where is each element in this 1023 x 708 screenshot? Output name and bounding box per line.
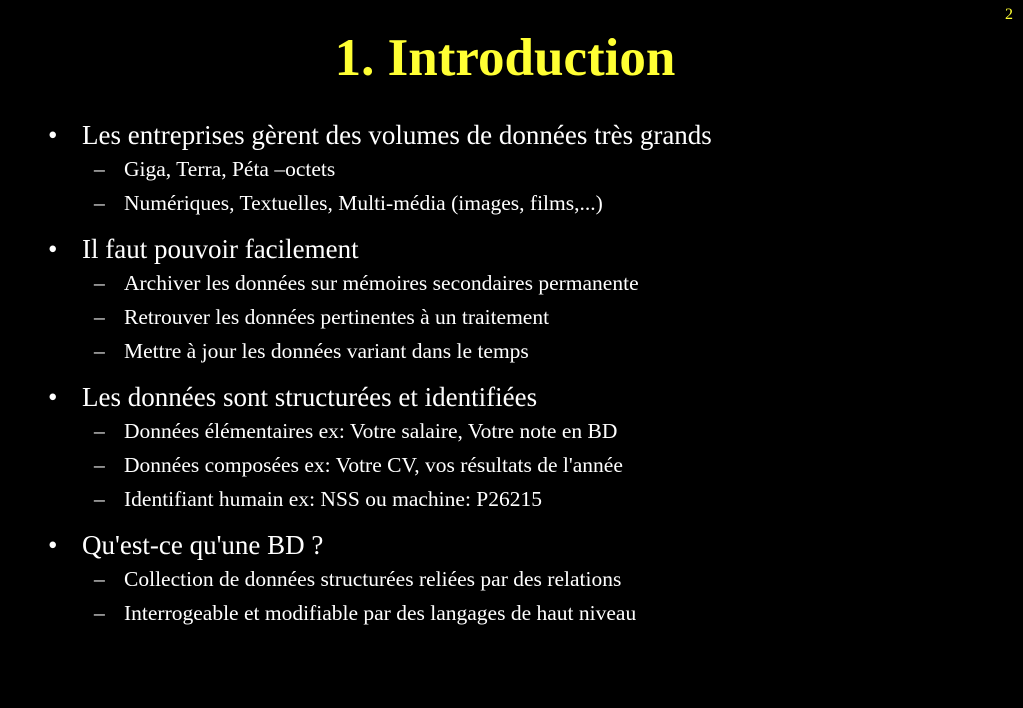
sub-bullet-text: Archiver les données sur mémoires secondaires permanente: [124, 271, 639, 295]
bullet-marker: •: [48, 530, 58, 560]
sub-bullet-item: [48, 562, 1008, 596]
bullet-list: [48, 118, 1008, 642]
sub-bullet-text: Données composées ex: Votre CV, vos résultats de l'année: [124, 453, 623, 477]
sub-bullet-item: [48, 300, 1008, 334]
sub-bullet-marker: –: [94, 567, 105, 591]
sub-bullet-marker: –: [94, 271, 105, 295]
sub-bullet-item: [48, 482, 1008, 516]
sub-bullet-item: [48, 334, 1008, 368]
sub-bullet-text: Numériques, Textuelles, Multi-média (images, films,...): [124, 191, 603, 215]
sub-bullet-text: Données élémentaires ex: Votre salaire, Votre note en BD: [124, 419, 618, 443]
sub-bullet-item: [48, 448, 1008, 482]
sub-bullet-text: Collection de données structurées reliées par des relations: [124, 567, 622, 591]
sub-bullet-marker: –: [94, 419, 105, 443]
bullet-text: Il faut pouvoir facilement: [82, 234, 359, 264]
bullet-item: [48, 232, 1008, 368]
sub-bullet-item: [48, 186, 1008, 220]
sub-bullet-marker: –: [94, 305, 105, 329]
sub-bullet-item: [48, 152, 1008, 186]
bullet-text: Les entreprises gèrent des volumes de données très grands: [82, 120, 712, 150]
bullet-text: Qu'est-ce qu'une BD ?: [82, 530, 324, 560]
bullet-text: Les données sont structurées et identifiées: [82, 382, 538, 412]
sub-bullet-marker: –: [94, 487, 105, 511]
sub-bullet-marker: –: [94, 601, 105, 625]
slide-title: 1. Introduction: [334, 29, 676, 87]
sub-bullet-marker: –: [94, 339, 105, 363]
sub-bullet-marker: –: [94, 453, 105, 477]
bullet-marker: •: [48, 382, 58, 412]
sub-bullet-text: Giga, Terra, Péta –octets: [124, 157, 336, 181]
sub-bullet-item: [48, 414, 1008, 448]
sub-bullet-item: [48, 266, 1008, 300]
sub-bullet-text: Retrouver les données pertinentes à un traitement: [124, 305, 550, 329]
sub-bullet-text: Interrogeable et modifiable par des langages de haut niveau: [124, 601, 637, 625]
bullet-item: [48, 528, 1008, 630]
page-number: 2: [1005, 6, 1013, 23]
bullet-marker: •: [48, 120, 58, 150]
sub-bullet-text: Identifiant humain ex: NSS ou machine: P26215: [124, 487, 543, 511]
sub-bullet-item: [48, 596, 1008, 630]
sub-bullet-text: Mettre à jour les données variant dans le temps: [124, 339, 529, 363]
sub-bullet-marker: –: [94, 191, 105, 215]
bullet-item: [48, 118, 1008, 220]
sub-bullet-marker: –: [94, 157, 105, 181]
bullet-item: [48, 380, 1008, 516]
bullet-marker: •: [48, 234, 58, 264]
